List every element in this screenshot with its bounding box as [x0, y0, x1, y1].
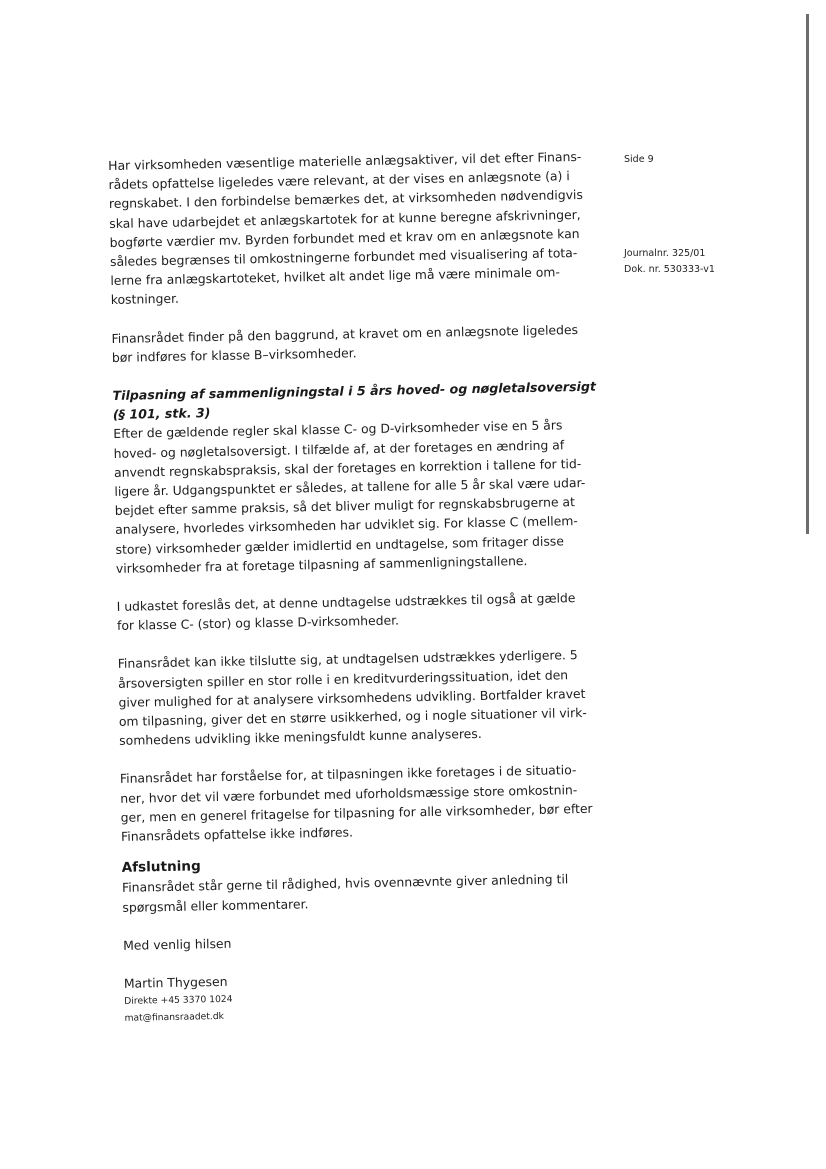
journal-number: Journalnr. 325/01 — [624, 248, 706, 259]
paragraph-asset-note: Har virksomheden væsentlige materielle anlægsaktiver, vil det efter Finans- rådets opfattelse ligeledes være relevant, at der vises en anlægsnote (a) i regnskabet. I den forbindelse bemærkes det, at virksomheden nødvendigvis skal have udarbejdet et anlægskartotek for at kunne beregne afskrivninger, bogførte værdier mv. Byrden forbundet med et krav om en anlægsnote kan således begrænses til omkostningerne forbundet med visualisering af tota- lerne fra anlægskartoteket, hvilket alt andet lige må være minimale om- kostninger. — [108, 148, 583, 308]
paragraph-objection: Finansrådet kan ikke tilslutte sig, at undtagelsen udstrækkes yderligere. 5 årsoversigten spiller en stor rolle i en kreditvurderingssituation, idet den giver mulighed for at analysere virksomhedens udvikling. Bortfalder kravet om tilpasning, giver det en større usikkerhed, og i nogle situationer vil virk- somhedens udvikling ikke meningsfuldt kunne analyseres. — [117, 647, 587, 749]
letter-body — [108, 147, 603, 1027]
section-heading-adjustment: Tilpasning af sammenligningstal i 5 års hoved- og nøgletalsoversigt (§ 101, stk. 3) — [112, 378, 597, 423]
paragraph-proposal: I udkastet foreslås det, at denne undtagelse udstrækkes til også at gælde for klasse C- (stor) og klasse D-virksomheder. — [116, 590, 576, 634]
signatory-name: Martin Thygesen — [123, 973, 228, 991]
document-number: Dok. nr. 530333-v1 — [624, 264, 715, 275]
paragraph-availability: Finansrådet står gerne til rådighed, hvis ovennævnte giver anledning til spørgsmål eller kommentarer. — [121, 871, 569, 915]
paragraph-conclusion-b: Finansrådet finder på den baggrund, at kravet om en anlægsnote ligeledes bør indføres for klasse B–virksomheder. — [111, 321, 579, 365]
signatory-email: mat@finansraadet.dk — [124, 1011, 225, 1024]
scan-edge-line — [806, 14, 809, 534]
signatory-phone: Direkte +45 3370 1024 — [124, 993, 233, 1007]
paragraph-current-rules: Efter de gældende regler skal klasse C- og D-virksomheder vise en 5 års hoved- og nøgletalsoversigt. I tilfælde af, at der foretages en ændring af anvendt regnskabspraksis, skal der foretages en korrektion i tallene for tid- ligere år. Udgangspunktet er således, at tallene for alle 5 år skal være udar- bejdet efter samme praksis, så det bliver muligt for regnskabsbrugerne at analysere, hvorledes virksomheden har udviklet sig. For klasse C (mellem- store) virksomheder gælder imidlertid en undtagelse, som fritager disse virksomheder fra at foretage tilpasning af sammenligningstallene. — [113, 417, 586, 576]
reference-block — [624, 246, 715, 278]
closing-greeting: Med venlig hilsen — [123, 935, 232, 953]
paragraph-understanding: Finansrådet har forståelse for, at tilpasningen ikke foretages i de situatio- ner, hvor det vil være forbundet med uforholdsmæssige store omkostnin- ger, men en generel fritagelse for tilpasning for alle virksomheder, bør efter Finansrådets opfattelse ikke indføres. — [119, 762, 593, 844]
section-heading-closing: Afslutning — [121, 858, 201, 877]
page-number: Side 9 — [624, 154, 654, 165]
